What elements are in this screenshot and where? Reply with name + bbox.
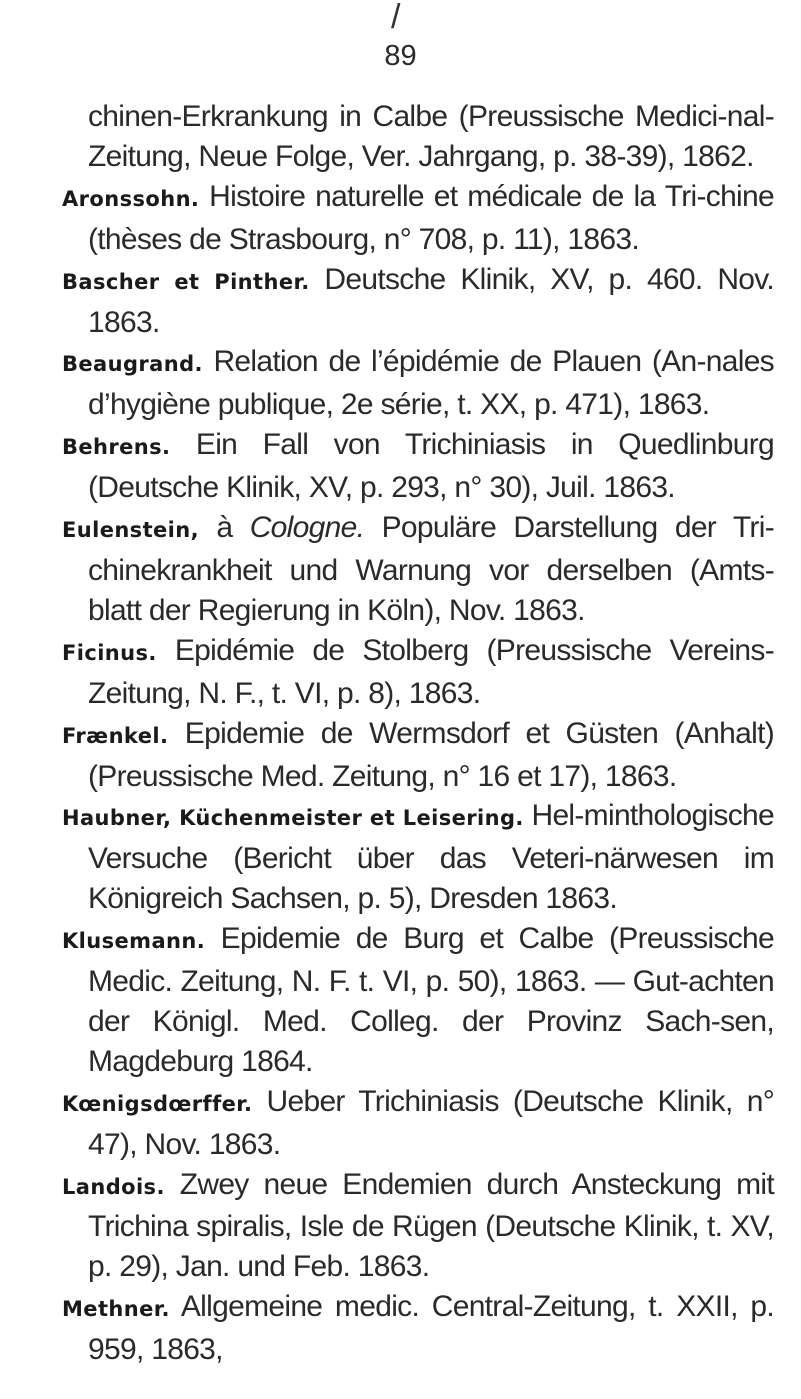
entry-text: Epidemie de Wermsdorf et Güsten (Anhalt) (Preussische Med. Zeitung, n° 16 et 17), 1863. <box>88 716 774 793</box>
entry-text: Ein Fall von Trichiniasis in Quedlinburg (Deutsche Klinik, XV, p. 293, n° 30), Juil. 1863. <box>88 428 774 505</box>
entry-author: Kœnigsdœrffer. <box>62 1091 253 1116</box>
bibliography-entry <box>62 97 774 177</box>
entry-author: Haubner, Küchenmeister et Leisering. <box>62 806 524 831</box>
bibliography-entry <box>62 919 774 1082</box>
entry-text: Epidémie de Stolberg (Preussische Vereins-Zeitung, N. F., t. VI, p. 8), 1863. <box>88 633 774 710</box>
bibliography-entry <box>62 508 774 631</box>
entry-author: Ficinus. <box>62 640 157 665</box>
entry-author: Eulenstein, <box>62 518 199 543</box>
bibliography-entry <box>62 1082 774 1165</box>
bibliography-entry <box>62 1287 774 1370</box>
entry-author: Methner. <box>62 1297 170 1322</box>
entry-text: Histoire naturelle et médicale de la Tri-chine (thèses de Strasbourg, n° 708, p. 11), 1863. <box>88 179 774 256</box>
entry-text: Allgemeine medic. Central-Zeitung, t. XXII, p. 959, 1863, <box>88 1290 774 1367</box>
entry-author: Beaugrand. <box>62 352 203 377</box>
entry-text: chinen-Erkrankung in Calbe (Preussische Medici-nal-Zeitung, Neue Folge, Ver. Jahrgang, p. 38-39), 1862. <box>88 100 774 173</box>
bibliography-entry <box>62 796 774 919</box>
entry-text: Deutsche Klinik, XV, p. 460. Nov. 1863. <box>88 262 774 339</box>
entry-author: Frænkel. <box>62 723 169 748</box>
bibliography-entry <box>62 425 774 508</box>
entry-author: Landois. <box>62 1174 165 1199</box>
entry-place: Cologne. <box>249 511 365 545</box>
entry-author: Aronssohn. <box>62 186 200 211</box>
entry-author: Klusemann. <box>62 929 206 954</box>
entry-text: Zwey neue Endemien durch Ansteckung mit Trichina spiralis, Isle de Rügen (Deutsche Klinik, t. XV, p. 29), Jan. und Feb. 1863. <box>88 1167 774 1284</box>
page-mark: / <box>391 0 401 36</box>
page-number: 89 <box>384 40 417 72</box>
bibliography-entry <box>62 714 774 797</box>
entry-text: Populäre Darstellung der Tri-chinekrankheit und Warnung vor derselben (Amts-blatt der Regierung in Köln), Nov. 1863. <box>88 511 774 627</box>
bibliography-entry <box>62 260 774 343</box>
entry-text: Hel-minthologische Versuche (Bericht über das Veteri-närwesen im Königreich Sachsen, p. 5), Dresden 1863. <box>88 799 774 916</box>
entry-text: Epidemie de Burg et Calbe (Preussische Medic. Zeitung, N. F. t. VI, p. 50), 1863. — Gut-achten der Königl. Med. Colleg. der Provinz Sach-sen, Magdeburg 1864. <box>88 922 774 1078</box>
bibliography-entry <box>62 1165 774 1288</box>
bibliography-entry <box>62 631 774 714</box>
entry-text: Ueber Trichiniasis (Deutsche Klinik, n° 47), Nov. 1863. <box>88 1084 774 1161</box>
entry-connector: à <box>199 511 250 545</box>
entry-author: Behrens. <box>62 435 171 460</box>
bibliography-entry <box>62 177 774 260</box>
bibliography-entry <box>62 342 774 425</box>
entry-text: Relation de l’épidémie de Plauen (An-nales d’hygiène publique, 2e série, t. XX, p. 471), 1863. <box>88 345 774 422</box>
bibliography-list <box>62 97 774 1370</box>
entry-author: Bascher et Pinther. <box>62 269 310 294</box>
